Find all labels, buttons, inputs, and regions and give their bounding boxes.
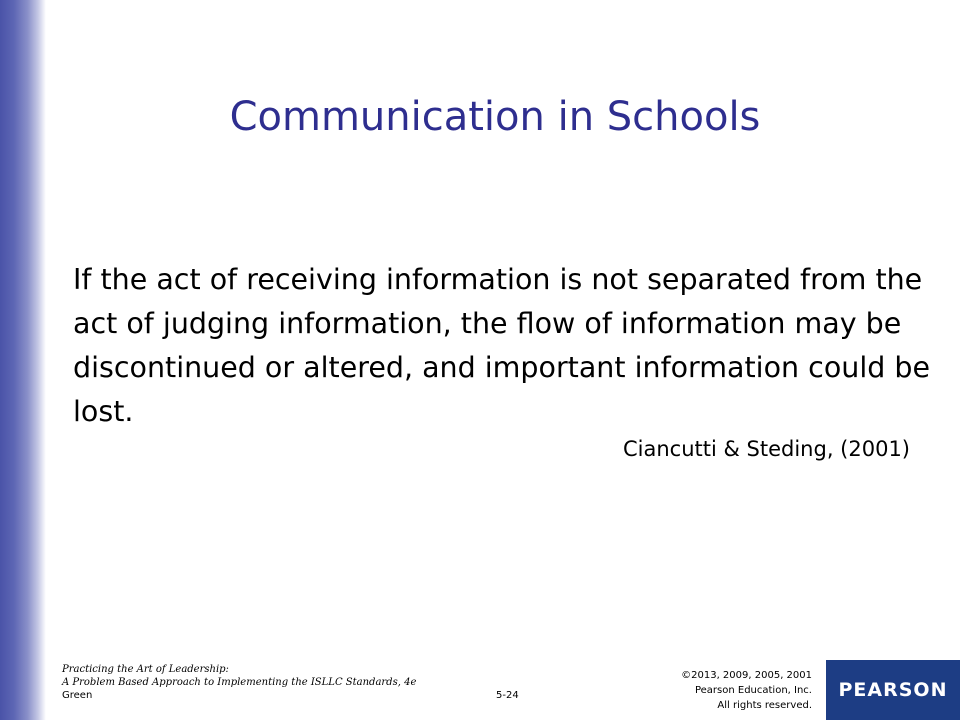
pearson-logo-text: PEARSON bbox=[838, 679, 948, 701]
copyright-line2: Pearson Education, Inc. bbox=[694, 685, 812, 696]
page-number: 5-24 bbox=[496, 690, 519, 701]
book-author: Green bbox=[62, 690, 93, 701]
quote-text: If the act of receiving information is not separated from the act of judging information, the flow of information may be discontinued or altered, and important information could be lost. bbox=[73, 263, 931, 428]
quote-citation: Ciancutti & Steding, (2001) bbox=[622, 437, 910, 461]
pearson-logo bbox=[826, 660, 960, 720]
copyright-notice bbox=[681, 668, 812, 713]
book-title-line1: Practicing the Art of Leadership: bbox=[62, 664, 229, 675]
slide-title: Communication in Schools bbox=[229, 94, 761, 140]
book-title-line2: A Problem Based Approach to Implementing the ISLLC Standards, 4e bbox=[62, 677, 417, 688]
copyright-line3: All rights reserved. bbox=[717, 700, 812, 711]
footer-book-info bbox=[62, 663, 416, 702]
copyright-line1: ©2013, 2009, 2005, 2001 bbox=[681, 670, 812, 681]
